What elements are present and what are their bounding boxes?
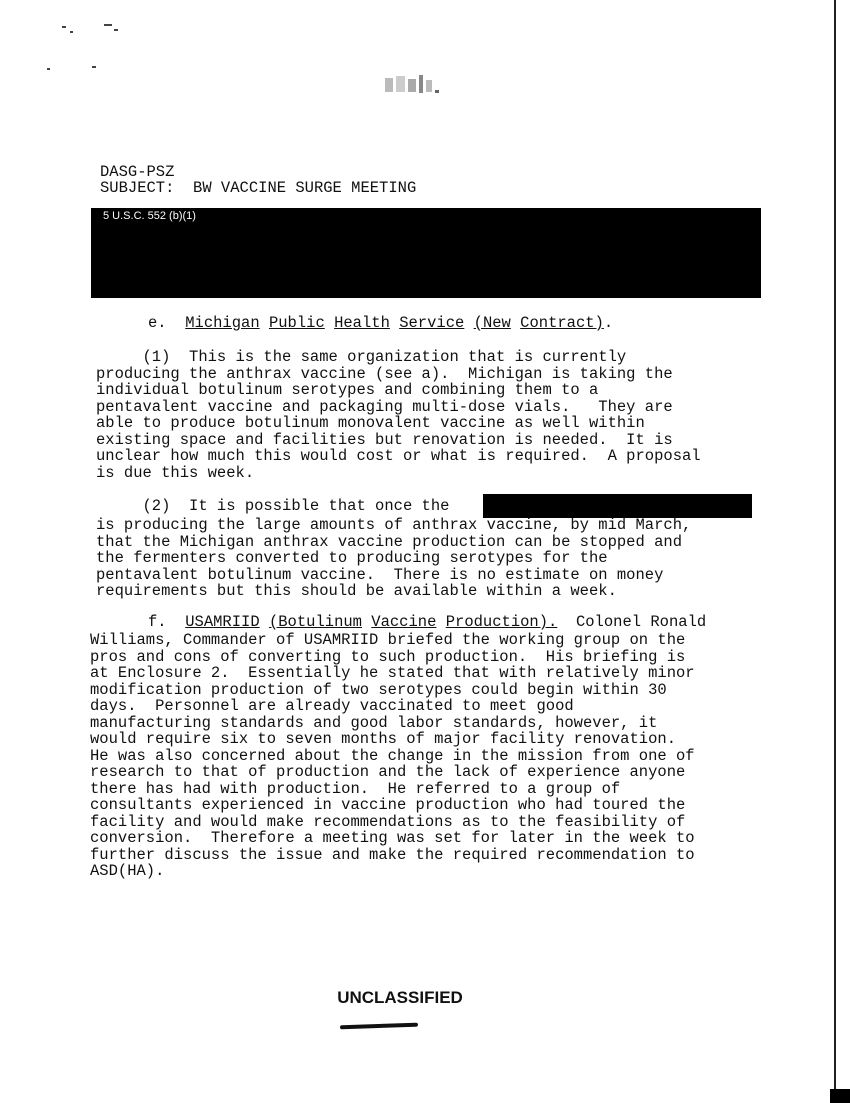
heading-end: . xyxy=(603,314,614,332)
heading-word: Health xyxy=(334,314,390,332)
scan-speck xyxy=(62,26,66,28)
subject-label: SUBJECT: xyxy=(100,179,175,197)
exemption-label: 5 U.S.C. 552 (b)(1) xyxy=(103,210,196,222)
text-line: would require six to seven months of major facility renovation. xyxy=(90,730,676,748)
subject-text: BW VACCINE SURGE MEETING xyxy=(193,179,417,197)
inline-redaction xyxy=(483,494,752,518)
faded-stamp xyxy=(383,72,443,96)
section-e-heading xyxy=(148,315,613,332)
text-line: consultants experienced in vaccine production who had toured the xyxy=(90,796,686,814)
office-symbol: DASG-PSZ xyxy=(100,163,175,181)
text-line: pentavalent vaccine and packaging multi-dose vials. They are xyxy=(96,397,673,416)
text-line: producing the anthrax vaccine (see a). Michigan is taking the xyxy=(96,364,673,383)
heading-word: USAMRIID xyxy=(185,613,260,631)
section-e-letter: e. xyxy=(148,314,167,332)
heading-word: Michigan xyxy=(185,314,260,332)
text-line: He was also concerned about the change in the mission from one of xyxy=(90,746,695,765)
text-line: (1) This is the same organization that is currently xyxy=(96,348,627,366)
heading-word: Contract) xyxy=(520,314,604,332)
text-line: the fermenters converted to producing serotypes for the xyxy=(96,549,608,567)
scan-speck xyxy=(92,66,96,68)
scan-speck xyxy=(104,24,112,26)
text-line: Williams, Commander of USAMRIID briefed the working group on the xyxy=(90,631,686,649)
text-line: ASD(HA). xyxy=(90,862,165,880)
text-line: facility and would make recommendations as to the feasibility of xyxy=(90,812,686,831)
heading-word: (Botulinum xyxy=(268,613,362,631)
redaction-block xyxy=(91,208,761,298)
text-line: pros and cons of converting to such production. His briefing is xyxy=(90,647,686,666)
section-e-paragraph-1 xyxy=(96,349,701,481)
text-line: days. Personnel are already vaccinated to meet good xyxy=(90,697,574,715)
section-e-para2-first-line: (2) It is possible that once the xyxy=(96,497,450,515)
text-line: there has had with production. He referred to a group of xyxy=(90,779,621,798)
text-line: is due this week. xyxy=(96,463,255,482)
heading-word: (New xyxy=(473,314,511,332)
text-line: further discuss the issue and make the required recommendation to xyxy=(90,845,695,864)
scan-speck xyxy=(70,31,73,33)
text-line: that the Michigan anthrax vaccine production can be stopped and xyxy=(96,532,682,551)
heading-word: Service xyxy=(399,314,465,332)
text-line: individual botulinum serotypes and combining them to a xyxy=(96,381,599,399)
footer-mark xyxy=(340,1023,418,1030)
heading-word: Public xyxy=(268,314,325,332)
text-line: manufacturing standards and good labor standards, however, it xyxy=(90,713,658,732)
text-line: able to produce botulinum monovalent vaccine as well within xyxy=(96,414,645,432)
text-line: requirements but this should be available within a week. xyxy=(96,582,617,600)
section-f-paragraph xyxy=(90,632,695,880)
classification-marking: UNCLASSIFIED xyxy=(337,988,463,1007)
text-line: unclear how much this would cost or what is required. A proposal xyxy=(96,447,701,465)
heading-word: Vaccine xyxy=(371,613,437,631)
scan-speck xyxy=(47,68,50,70)
text-line: conversion. Therefore a meeting was set for later in the week to xyxy=(90,829,695,847)
text-line: is producing the large amounts of anthrax vaccine, by mid March, xyxy=(96,516,692,534)
text-line: pentavalent botulinum vaccine. There is no estimate on money xyxy=(96,565,664,584)
subject-line xyxy=(100,180,416,197)
page-edge-right xyxy=(834,0,836,1090)
page-edge-corner xyxy=(830,1089,850,1103)
heading-word: Production). xyxy=(445,613,558,631)
text-line: research to that of production and the lack of experience anyone xyxy=(90,763,686,781)
section-e-paragraph-2 xyxy=(96,517,691,600)
scan-speck xyxy=(114,29,118,31)
section-f-first-line xyxy=(148,614,706,631)
text-line: existing space and facilities but renovation is needed. It is xyxy=(96,430,673,449)
text-line: at Enclosure 2. Essentially he stated that with relatively minor xyxy=(90,664,695,682)
section-f-letter: f. xyxy=(148,613,167,631)
section-f-first-line-rest: Colonel Ronald xyxy=(557,613,707,631)
faded-stamp-icon xyxy=(383,72,443,96)
text-line: modification production of two serotypes could begin within 30 xyxy=(90,680,667,699)
